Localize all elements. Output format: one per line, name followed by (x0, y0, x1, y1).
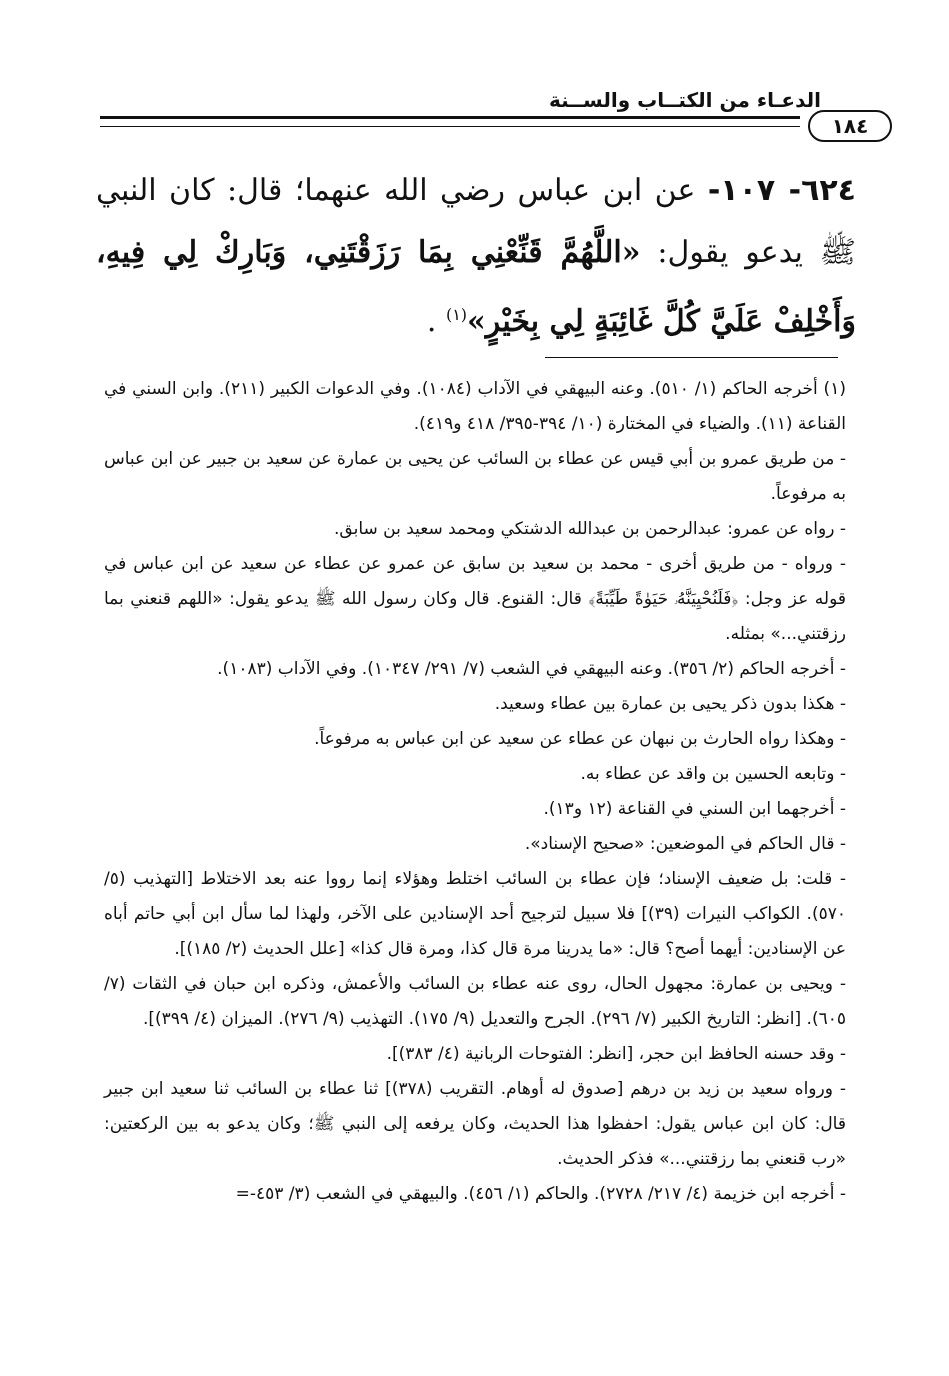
footnote-paragraph: - أخرجه ابن خزيمة (٤/ ٢١٧/ ٢٧٢٨). والحاكم (١/ ٤٥٦). والبيهقي في الشعب (٣/ ٤٥٣-= (235, 1184, 846, 1204)
footnote-paragraph: - من طريق عمرو بن أبي قيس عن عطاء بن السائب عن يحيى بن عمارة عن سعيد بن جبير عن ابن عباس به مرفوعاً. (104, 449, 846, 504)
footnote-paragraph: - رواه عن عمرو: عبدالرحمن بن عبدالله الدشتكي ومحمد سعيد بن سابق. (334, 519, 846, 539)
header-rule-thin (100, 126, 800, 127)
hadith-narration: عن ابن عباس رضي الله عنهما؛ قال: كان النبي ﷺ يدعو يقول: (96, 173, 856, 270)
hadith-text (96, 160, 856, 353)
header-rule (100, 116, 800, 119)
footnote-paragraph: - هكذا بدون ذكر يحيى بن عمارة بين عطاء وسعيد. (494, 694, 846, 714)
footnotes (104, 372, 846, 1212)
hadith-number: ٦٢٤- ١٠٧- (707, 173, 856, 208)
running-header-title: الدعـاء من الكتــاب والســنة (549, 88, 821, 112)
footnote-paragraph: - وهكذا رواه الحارث بن نبهان عن عطاء عن سعيد عن ابن عباس به مرفوعاً. (314, 729, 846, 749)
footnote-paragraph: - أخرجهما ابن السني في القناعة (١٢ و١٣). (543, 799, 846, 819)
footnote-paragraph: (١) أخرجه الحاكم (١/ ٥١٠). وعنه البيهقي في الآداب (١٠٨٤). وفي الدعوات الكبير (٢١١). وابن السني في القناعة (١١). والضياء في المختارة (١٠/ ٣٩٤-٣٩٥/ ٤١٨ و٤١٩). (104, 379, 846, 434)
footnote-paragraph: - ويحيى بن عمارة: مجهول الحال، روى عنه عطاء بن السائب والأعمش، وذكره ابن حبان في الثقات (٧/ ٦٠٥). [انظر: التاريخ الكبير (٧/ ٢٩٦). الجرح والتعديل (٩/ ١٧٥). التهذيب (٩/ ٢٧٦). الميزان (٤/ ٣٩٩)]. (104, 974, 846, 1029)
footnote-paragraph: - ورواه - من طريق أخرى - محمد بن سعيد بن سابق عن عمرو عن عطاء عن سعيد عن ابن عباس في قوله عز وجل: ﴿فَلَنُحْيِيَنَّهُۥ حَيَوٰةً طَيِّبَةً﴾ قال: القنوع. قال وكان رسول الله ﷺ يدعو يقول: «اللهم قنعني بما رزقتني...» بمثله. (104, 554, 846, 644)
footnote-paragraph: - وقد حسنه الحافظ ابن حجر، [انظر: الفتوحات الربانية (٤/ ٣٨٣)]. (386, 1044, 846, 1064)
hadith-supplication: «اللَّهُمَّ قَنِّعْنِي بِمَا رَزَقْتَنِي، وَبَارِكْ لِي فِيهِ، وَأَخْلِفْ عَلَيَّ كُلَّ غَائِبَةٍ لِي بِخَيْرٍ» (96, 235, 856, 339)
footnote-paragraph: - أخرجه الحاكم (٢/ ٣٥٦). وعنه البيهقي في الشعب (٧/ ٢٩١/ ١٠٣٤٧). وفي الآداب (١٠٨٣). (217, 659, 846, 679)
footnote-reference: (١) (445, 305, 468, 324)
footnote-paragraph: - قلت: بل ضعيف الإسناد؛ فإن عطاء بن السائب اختلط وهؤلاء إنما رووا عنه بعد الاختلاط [التهذيب (٥/ ٥٧٠). الكواكب النيرات (٣٩)] فلا سبيل لترجيح أحد الإسنادين على الآخر، ولهذا لما سأل ابن أبي حاتم أباه عن الإسنادين: أيهما أصح؟ قال: «ما يدرينا مرة قال كذا، ومرة قال كذا» [علل الحديث (٢/ ١٨٥)]. (104, 869, 847, 959)
hadith-end-mark: . (426, 304, 437, 339)
footnote-paragraph: - قال الحاكم في الموضعين: «صحيح الإسناد». (524, 834, 846, 854)
footnote-paragraph: - وتابعه الحسين بن واقد عن عطاء به. (580, 764, 846, 784)
footnote-separator (545, 357, 838, 358)
page-number-badge: ١٨٤ (808, 110, 892, 142)
footnote-paragraph: - ورواه سعيد بن زيد بن درهم [صدوق له أوهام. التقريب (٣٧٨)] ثنا عطاء بن السائب ثنا سعيد ابن جبير قال: كان ابن عباس يقول: احفظوا هذا الحديث، وكان يرفعه إلى النبي ﷺ؛ وكان يدعو به بين الركعتين: «رب قنعني بما رزقتني...» فذكر الحديث. (104, 1079, 846, 1169)
